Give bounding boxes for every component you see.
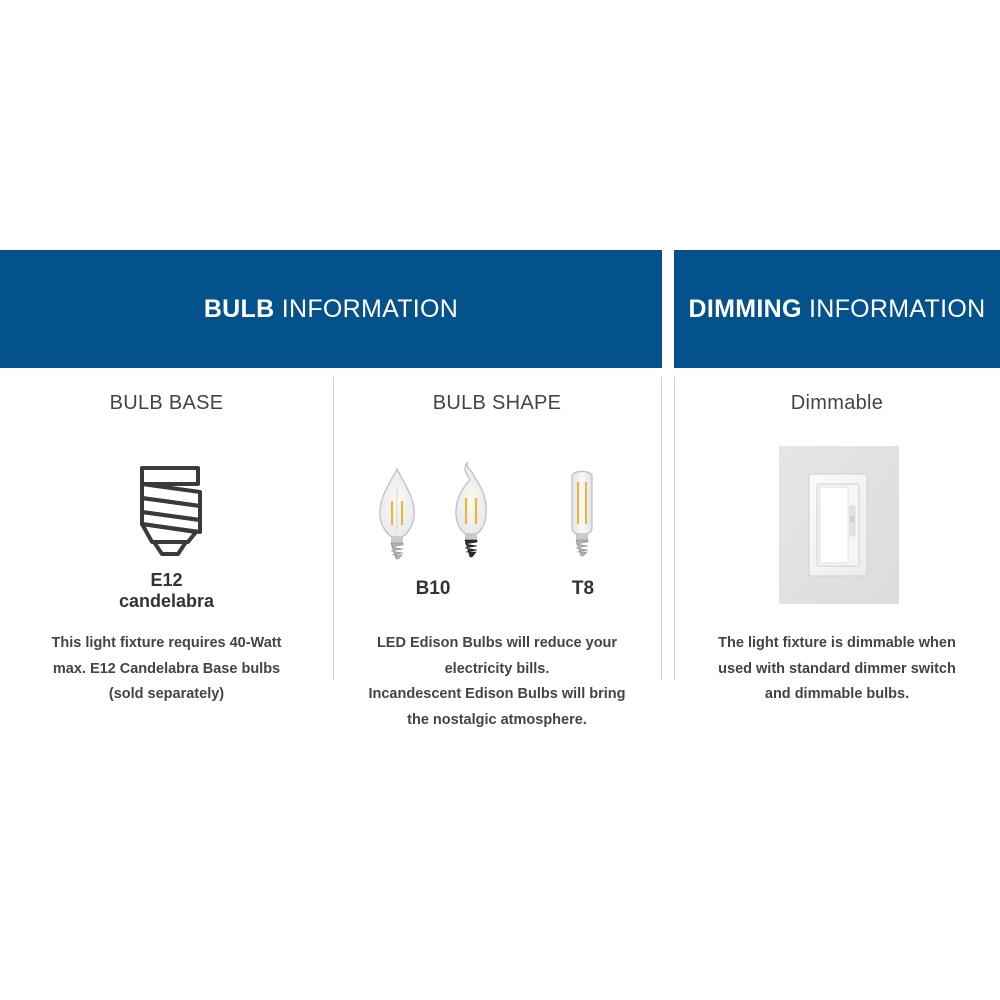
bulb-shape-title: BULB SHAPE — [432, 392, 562, 414]
dimming-description — [674, 631, 1000, 708]
tubular-bulb-icon — [564, 466, 600, 558]
description-line: This light fixture requires 40-Watt — [51, 635, 282, 651]
description-line: (sold separately) — [108, 686, 225, 702]
candle-bulb-icon — [374, 465, 420, 560]
banner-dimming-rest: INFORMATION — [809, 294, 986, 323]
flame-tip-bulb-icon — [450, 458, 492, 560]
banner-bulb-bold: BULB — [203, 294, 275, 323]
description-line: used with standard dimmer switch — [718, 660, 956, 677]
dimmer-switch-icon — [779, 446, 899, 604]
bulb-base-label-line2: candelabra — [118, 591, 215, 611]
bulb-base-description — [0, 631, 333, 708]
banner-bulb-rest: INFORMATION — [281, 294, 459, 323]
description-line: The light fixture is dimmable when — [718, 635, 956, 651]
bulb-shape-description — [333, 631, 661, 733]
column-divider — [661, 377, 662, 680]
description-line: and dimmable bulbs. — [764, 686, 910, 702]
dimmable-title: Dimmable — [790, 392, 884, 414]
shape-label-b10: B10 — [415, 578, 451, 599]
banner-dimming-bold: DIMMING — [688, 294, 802, 323]
description-line: LED Edison Bulbs will reduce your — [376, 635, 618, 651]
bulb-base-title: BULB BASE — [109, 392, 224, 414]
dimming-information-banner — [674, 250, 1000, 368]
bulb-information-banner — [0, 250, 662, 368]
bulb-base-label-line1: E12 — [150, 570, 183, 590]
shape-label-t8: T8 — [571, 578, 595, 599]
description-line: electricity bills. — [444, 660, 550, 677]
bulb-base-label — [0, 570, 333, 612]
description-line: the nostalgic atmosphere. — [407, 711, 587, 728]
screw-base-icon — [130, 462, 210, 562]
description-line: Incandescent Edison Bulbs will bring — [368, 686, 626, 702]
description-line: max. E12 Candelabra Base bulbs — [52, 660, 281, 677]
